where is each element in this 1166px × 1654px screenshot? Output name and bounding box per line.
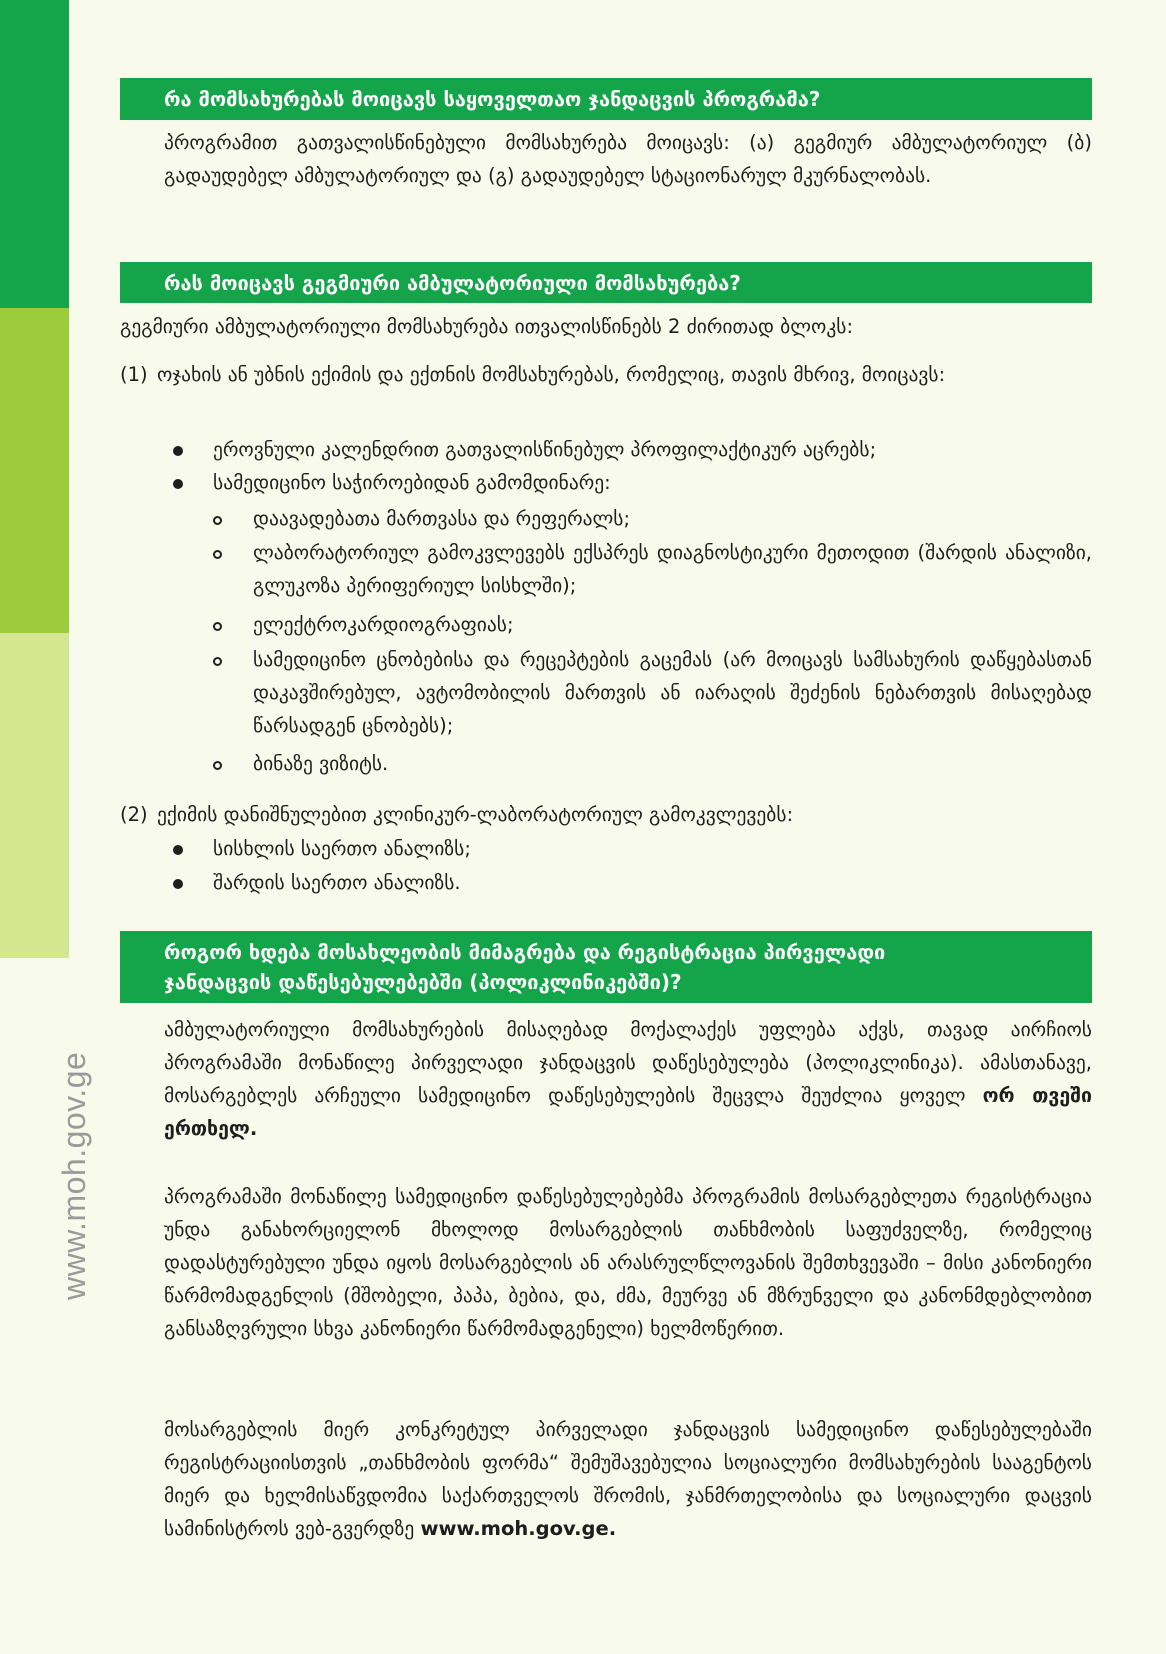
bullet-icon <box>173 879 183 889</box>
sub-bullet-text: ლაბორატორიულ გამოკვლევებს ექსპრეს დიაგნოსტიკური მეთოდით (შარდის ანალიზი, გლუკოზა პერიფერიულ სისხლში); <box>253 541 1092 597</box>
bullet-icon <box>173 479 183 489</box>
bullet-icon <box>173 845 183 855</box>
circle-bullet-icon <box>213 657 222 666</box>
sidebar-band-medium <box>0 308 69 633</box>
paragraph-text: ამბულატორიული მომსახურების მისაღებად მოქალაქეს უფლება აქვს, თავად აირჩიოს პროგრამაში მონაწილე პირველადი ჯანდაცვის დაწესებულება (პოლიკლინიკა). ამასთანავე, მოსარგებლეს არჩეული სამედიცინო დაწესებულების შეცვლა შეუძლია ყოველ <box>164 1018 1092 1107</box>
sub-bullet-text: დაავადებათა მართვასა და რეფერალს; <box>253 507 631 530</box>
sub-bullet-text: ბინაზე ვიზიტს. <box>253 752 389 775</box>
list-number-1: (1) <box>120 363 148 386</box>
registration-paragraph-3 <box>164 1413 1092 1545</box>
heading-line-2: ჯანდაცვის დაწესებულებებში (პოლიკლინიკებში)? <box>164 970 682 994</box>
list-item-1-text: ოჯახის ან უბნის ექიმის და ექთნის მომსახურებას, რომელიც, თავის მხრივ, მოიცავს: <box>157 363 946 386</box>
sidebar-url: www.moh.gov.ge <box>56 1051 92 1300</box>
circle-bullet-icon <box>213 516 222 525</box>
bullet-text: სისხლის საერთო ანალიზს; <box>213 837 471 860</box>
paragraph-bold-text: ორ თვეში ერთხელ. <box>164 1084 1093 1140</box>
paragraph-text: მოსარგებლის მიერ კონკრეტულ პირველადი ჯანდაცვის სამედიცინო დაწესებულებაში რეგისტრაციისთვის „თანხმობის ფორმა“ შემუშავებულია სოციალური მომსახურების სააგენტოს მიერ და ხელმისაწვდომია საქართველოს შრომის, ჯანმრთელობისა და სოციალური დაცვის სამინისტროს ვებ-გვერდზე <box>164 1418 1092 1540</box>
sidebar <box>0 0 92 1654</box>
bullet-text: სამედიცინო საჭიროებიდან გამომდინარე: <box>213 471 611 494</box>
registration-paragraph-2: პროგრამაში მონაწილე სამედიცინო დაწესებულებებმა პროგრამის მოსარგებლეთა რეგისტრაცია უნდა განახორციელონ მხოლოდ მოსარგებლის თანხმობის საფუძველზე, რომელიც დადასტურებული უნდა იყოს მოსარგებლის ან არასრულწლოვანის შემთხვევაში – მისი კანონიერი წარმომადგენლის (მშობელი, პაპა, ბებია, და, ძმა, მეურვე ან მზრუნველი და კანონმდებლობით განსაზღვრული სხვა კანონიერი წარმომადგენელი) ხელმოწერით. <box>164 1185 1092 1340</box>
heading-line-1: როგორ ხდება მოსახლეობის მიმაგრება და რეგისტრაცია პირველადი <box>164 940 886 964</box>
circle-bullet-icon <box>213 761 222 770</box>
registration-paragraph-1 <box>164 1013 1092 1145</box>
list-item-2-text: ექიმის დანიშნულებით კლინიკურ-ლაბორატორიულ გამოკვლევებს: <box>157 803 794 826</box>
bullet-icon <box>173 446 183 456</box>
sub-bullet-text: სამედიცინო ცნობებისა და რეცეპტების გაცემას (არ მოიცავს სამსახურის დაწყებასთან დაკავშირებულ, ავტომობილის მართვის ან იარაღის შეძენის ნებართვის მისაღებად წარსადგენ ცნობებს); <box>253 648 1092 737</box>
circle-bullet-icon <box>213 550 222 559</box>
list-number-2: (2) <box>120 803 148 826</box>
section-heading-planned-outpatient: რას მოიცავს გეგმიური ამბულატორიული მომსახურება? <box>120 262 1092 303</box>
sidebar-band-light <box>0 633 69 958</box>
sidebar-band-dark <box>0 0 69 308</box>
bullet-text: შარდის საერთო ანალიზს. <box>213 871 461 894</box>
section-heading-registration <box>120 931 1092 1003</box>
circle-bullet-icon <box>213 622 222 631</box>
section-text-services: პროგრამით გათვალისწინებული მომსახურება მოიცავს: (ა) გეგმიურ ამბულატორიულ (ბ) გადაუდებელ ამბულატორიულ და (გ) გადაუდებელ სტაციონარულ მკურნალობას. <box>164 131 1092 187</box>
planned-outpatient-intro: გეგმიური ამბულატორიული მომსახურება ითვალისწინებს 2 ძირითად ბლოკს: <box>120 315 854 338</box>
section-heading-services: რა მომსახურებას მოიცავს საყოველთაო ჯანდაცვის პროგრამა? <box>120 78 1092 120</box>
website-link[interactable]: www.moh.gov.ge. <box>420 1517 617 1540</box>
bullet-text: ეროვნული კალენდრით გათვალისწინებულ პროფილაქტიკურ აცრებს; <box>213 438 877 461</box>
sub-bullet-text: ელექტროკარდიოგრაფიას; <box>253 613 514 636</box>
